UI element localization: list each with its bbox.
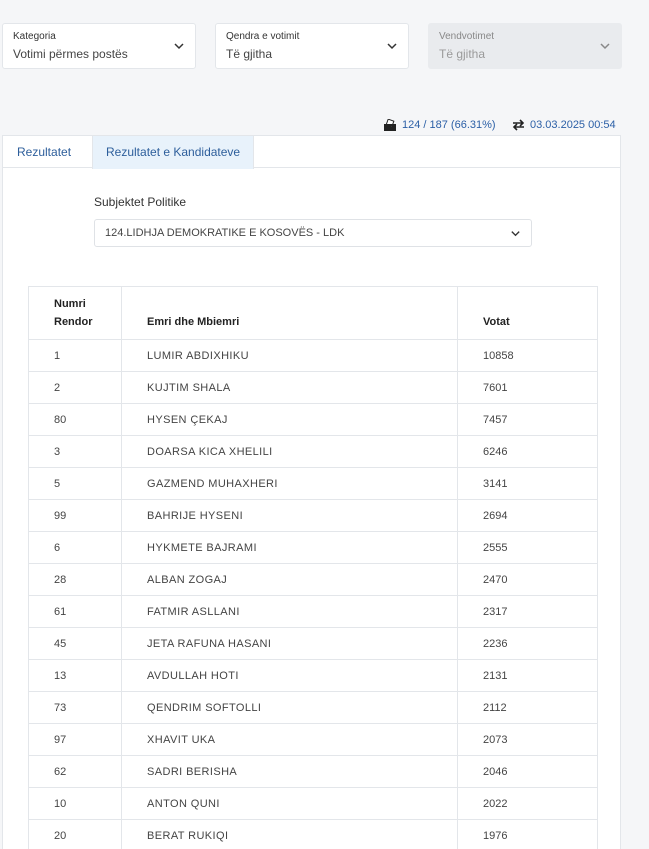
candidate-votes: 2317 <box>458 596 598 628</box>
row-number: 3 <box>29 436 122 468</box>
candidate-name: FATMIR ASLLANI <box>122 596 458 628</box>
subjektet-label: Subjektet Politike <box>94 195 187 209</box>
header-votat: Votat <box>458 287 598 340</box>
row-number: 10 <box>29 788 122 820</box>
table-row <box>29 788 598 820</box>
header-numri-line1: Numri <box>54 298 86 310</box>
candidates-table <box>28 286 598 849</box>
candidate-votes: 2073 <box>458 724 598 756</box>
tab-rezultatet-kandidateve[interactable]: Rezultatet e Kandidateve <box>92 136 254 169</box>
candidate-name: AVDULLAH HOTI <box>122 660 458 692</box>
table-row <box>29 500 598 532</box>
table-row <box>29 660 598 692</box>
kategoria-value: Votimi përmes postës <box>13 47 128 61</box>
last-update <box>512 119 616 131</box>
candidate-name: LUMIR ABDIXHIKU <box>122 340 458 372</box>
candidate-name: KUJTIM SHALA <box>122 372 458 404</box>
candidate-name: BERAT RUKIQI <box>122 820 458 849</box>
table-header-row <box>29 287 598 340</box>
candidate-votes: 2022 <box>458 788 598 820</box>
row-number: 13 <box>29 660 122 692</box>
table-row <box>29 692 598 724</box>
table-row <box>29 820 598 849</box>
candidate-votes: 10858 <box>458 340 598 372</box>
refresh-arrows-icon <box>512 119 525 131</box>
candidate-name: QENDRIM SOFTOLLI <box>122 692 458 724</box>
tabs-bar <box>3 136 620 168</box>
table-row <box>29 532 598 564</box>
candidate-votes: 2046 <box>458 756 598 788</box>
row-number: 20 <box>29 820 122 849</box>
candidate-name: XHAVIT UKA <box>122 724 458 756</box>
candidate-name: ALBAN ZOGAJ <box>122 564 458 596</box>
row-number: 61 <box>29 596 122 628</box>
candidate-votes: 2694 <box>458 500 598 532</box>
row-number: 28 <box>29 564 122 596</box>
chevron-down-icon <box>510 228 521 239</box>
header-emri: Emri dhe Mbiemri <box>122 287 458 340</box>
candidate-name: HYKMETE BAJRAMI <box>122 532 458 564</box>
row-number: 5 <box>29 468 122 500</box>
row-number: 45 <box>29 628 122 660</box>
candidate-votes: 2112 <box>458 692 598 724</box>
row-number: 1 <box>29 340 122 372</box>
row-number: 97 <box>29 724 122 756</box>
candidate-votes: 2555 <box>458 532 598 564</box>
subjektet-select[interactable] <box>94 219 532 247</box>
polling-stations-count <box>383 119 496 131</box>
candidate-name: JETA RAFUNA HASANI <box>122 628 458 660</box>
table-row <box>29 724 598 756</box>
candidate-name: BAHRIJE HYSENI <box>122 500 458 532</box>
row-number: 6 <box>29 532 122 564</box>
results-card <box>2 135 621 849</box>
table-row <box>29 564 598 596</box>
qendra-dropdown[interactable] <box>215 23 409 69</box>
table-row <box>29 468 598 500</box>
qendra-label: Qendra e votimit <box>226 31 300 42</box>
candidate-name: DOARSA KICA XHELILI <box>122 436 458 468</box>
vendvotimet-label: Vendvotimet <box>439 31 495 42</box>
count-text: 124 / 187 (66.31%) <box>402 119 496 131</box>
table-row <box>29 340 598 372</box>
vendvotimet-dropdown <box>428 23 622 69</box>
tab-rezultatet[interactable]: Rezultatet <box>17 145 72 159</box>
candidate-votes: 2236 <box>458 628 598 660</box>
kategoria-dropdown[interactable] <box>2 23 196 69</box>
table-row <box>29 436 598 468</box>
chevron-down-icon <box>599 40 611 52</box>
subjektet-selected: 124.LIDHJA DEMOKRATIKE E KOSOVËS - LDK <box>105 227 345 239</box>
candidate-votes: 3141 <box>458 468 598 500</box>
candidate-votes: 7601 <box>458 372 598 404</box>
candidate-name: GAZMEND MUHAXHERI <box>122 468 458 500</box>
table-row <box>29 628 598 660</box>
candidate-name: ANTON QUNI <box>122 788 458 820</box>
row-number: 2 <box>29 372 122 404</box>
vendvotimet-value: Të gjitha <box>439 47 486 61</box>
kategoria-label: Kategoria <box>13 31 56 42</box>
ballot-box-icon <box>383 119 397 131</box>
row-number: 62 <box>29 756 122 788</box>
row-number: 73 <box>29 692 122 724</box>
chevron-down-icon <box>173 40 185 52</box>
table-row <box>29 404 598 436</box>
table-row <box>29 596 598 628</box>
header-numri-rendor <box>29 287 122 340</box>
candidate-votes: 1976 <box>458 820 598 849</box>
candidate-votes: 7457 <box>458 404 598 436</box>
table-row <box>29 756 598 788</box>
row-number: 80 <box>29 404 122 436</box>
table-row <box>29 372 598 404</box>
qendra-value: Të gjitha <box>226 47 273 61</box>
row-number: 99 <box>29 500 122 532</box>
candidate-votes: 6246 <box>458 436 598 468</box>
candidate-votes: 2131 <box>458 660 598 692</box>
header-numri-line2: Rendor <box>54 316 93 328</box>
candidate-votes: 2470 <box>458 564 598 596</box>
chevron-down-icon <box>386 40 398 52</box>
updated-text: 03.03.2025 00:54 <box>530 119 616 131</box>
candidate-name: SADRI BERISHA <box>122 756 458 788</box>
candidate-name: HYSEN ÇEKAJ <box>122 404 458 436</box>
